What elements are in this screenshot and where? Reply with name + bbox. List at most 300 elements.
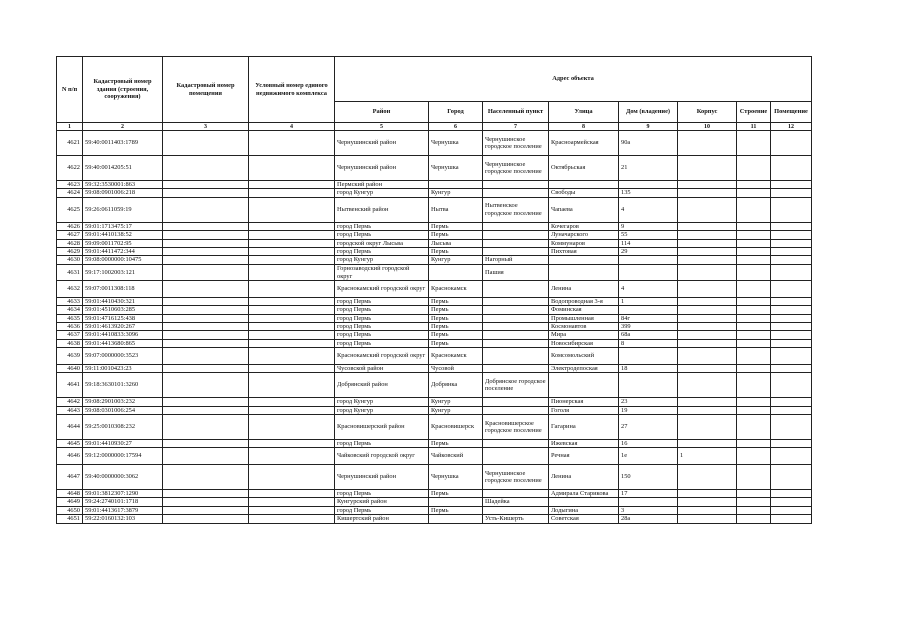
room-cell — [771, 464, 812, 489]
cadastral-number: 59:40:0000000:3062 — [83, 464, 163, 489]
city-cell: Пермь — [429, 231, 483, 239]
column-numbers-row — [57, 123, 812, 131]
house-cell: 68а — [619, 331, 678, 339]
table-row — [57, 406, 812, 414]
cad-room-cell — [163, 364, 249, 372]
korpus-cell — [678, 181, 737, 189]
cond-num-cell — [249, 314, 335, 322]
header-num: N п/п — [57, 57, 83, 123]
house-cell: 21 — [619, 156, 678, 181]
house-cell — [619, 256, 678, 264]
house-cell — [619, 498, 678, 506]
district-cell: город Пермь — [335, 440, 429, 448]
city-cell: Краснокамск — [429, 281, 483, 298]
table-row — [57, 181, 812, 189]
table-row — [57, 248, 812, 256]
table-row — [57, 264, 812, 281]
column-number-cell: 12 — [771, 123, 812, 131]
city-cell: Чайковский — [429, 448, 483, 465]
cadastral-number: 59:07:0011308:118 — [83, 281, 163, 298]
building-cell — [737, 264, 771, 281]
cadastral-number: 59:01:4411472:344 — [83, 248, 163, 256]
settlement-cell: Усть-Кишерть — [483, 515, 549, 523]
district-cell: город Пермь — [335, 248, 429, 256]
column-number-cell: 10 — [678, 123, 737, 131]
district-cell: Чусовской район — [335, 364, 429, 372]
settlement-cell: Нагорный — [483, 256, 549, 264]
room-cell — [771, 131, 812, 156]
house-cell: 135 — [619, 189, 678, 197]
settlement-cell — [483, 297, 549, 305]
korpus-cell — [678, 131, 737, 156]
table-row — [57, 323, 812, 331]
house-cell: 114 — [619, 239, 678, 247]
korpus-cell — [678, 498, 737, 506]
street-cell: Электродепоская — [549, 364, 619, 372]
korpus-cell — [678, 398, 737, 406]
cad-room-cell — [163, 189, 249, 197]
settlement-cell — [483, 323, 549, 331]
house-cell: 4 — [619, 281, 678, 298]
table-row — [57, 339, 812, 347]
row-number: 4630 — [57, 256, 83, 264]
building-cell — [737, 156, 771, 181]
cadastral-number: 59:08:0000000:10475 — [83, 256, 163, 264]
row-number: 4648 — [57, 489, 83, 497]
settlement-cell: Чернушинское городское поселение — [483, 464, 549, 489]
street-cell: Комсомольский — [549, 348, 619, 365]
row-number: 4635 — [57, 314, 83, 322]
house-cell: 3 — [619, 506, 678, 514]
street-cell: Адмирала Старикова — [549, 489, 619, 497]
building-cell — [737, 181, 771, 189]
settlement-cell — [483, 440, 549, 448]
district-cell: город Пермь — [335, 489, 429, 497]
settlement-cell — [483, 489, 549, 497]
settlement-cell — [483, 339, 549, 347]
building-cell — [737, 339, 771, 347]
city-cell: Кунгур — [429, 398, 483, 406]
cond-num-cell — [249, 323, 335, 331]
city-cell: Пермь — [429, 297, 483, 305]
table-row — [57, 156, 812, 181]
room-cell — [771, 440, 812, 448]
city-cell: Пермь — [429, 248, 483, 256]
building-cell — [737, 239, 771, 247]
cad-room-cell — [163, 415, 249, 440]
header-street: Улица — [549, 102, 619, 123]
cond-num-cell — [249, 373, 335, 398]
settlement-cell — [483, 239, 549, 247]
building-cell — [737, 373, 771, 398]
room-cell — [771, 515, 812, 523]
settlement-cell — [483, 306, 549, 314]
cad-room-cell — [163, 306, 249, 314]
district-cell: Кишертский район — [335, 515, 429, 523]
row-number: 4651 — [57, 515, 83, 523]
building-cell — [737, 364, 771, 372]
table-row — [57, 131, 812, 156]
cond-num-cell — [249, 131, 335, 156]
street-cell: Новосибирская — [549, 339, 619, 347]
street-cell: Свободы — [549, 189, 619, 197]
korpus-cell — [678, 373, 737, 398]
cad-room-cell — [163, 197, 249, 222]
cadastral-number: 59:01:4613920:267 — [83, 323, 163, 331]
district-cell: Чернушинский район — [335, 156, 429, 181]
room-cell — [771, 498, 812, 506]
building-cell — [737, 331, 771, 339]
house-cell: 9 — [619, 222, 678, 230]
city-cell: Добрянка — [429, 373, 483, 398]
cadastral-number: 59:18:3630101:3260 — [83, 373, 163, 398]
house-cell: 17 — [619, 489, 678, 497]
row-number: 4640 — [57, 364, 83, 372]
registry-sheet — [56, 56, 811, 524]
column-number-cell: 6 — [429, 123, 483, 131]
settlement-cell: Чернушинское городское поселение — [483, 131, 549, 156]
building-cell — [737, 489, 771, 497]
row-number: 4643 — [57, 406, 83, 414]
cond-num-cell — [249, 506, 335, 514]
cond-num-cell — [249, 197, 335, 222]
house-cell: 84г — [619, 314, 678, 322]
building-cell — [737, 415, 771, 440]
header-house: Дом (владение) — [619, 102, 678, 123]
cad-room-cell — [163, 264, 249, 281]
building-cell — [737, 222, 771, 230]
house-cell: 1е — [619, 448, 678, 465]
row-number: 4634 — [57, 306, 83, 314]
korpus-cell — [678, 197, 737, 222]
korpus-cell — [678, 464, 737, 489]
city-cell — [429, 181, 483, 189]
cadastral-number: 59:40:0011403:1789 — [83, 131, 163, 156]
table-row — [57, 489, 812, 497]
korpus-cell — [678, 440, 737, 448]
settlement-cell — [483, 231, 549, 239]
cad-room-cell — [163, 314, 249, 322]
building-cell — [737, 297, 771, 305]
city-cell: Пермь — [429, 323, 483, 331]
settlement-cell: Пашия — [483, 264, 549, 281]
korpus-cell — [678, 406, 737, 414]
city-cell — [429, 515, 483, 523]
table-row — [57, 297, 812, 305]
street-cell: Луначарского — [549, 231, 619, 239]
cad-room-cell — [163, 256, 249, 264]
house-cell — [619, 264, 678, 281]
street-cell: Коммунаров — [549, 239, 619, 247]
district-cell: город Пермь — [335, 297, 429, 305]
city-cell: Пермь — [429, 506, 483, 514]
district-cell: Добрянский район — [335, 373, 429, 398]
building-cell — [737, 231, 771, 239]
room-cell — [771, 398, 812, 406]
table-row — [57, 306, 812, 314]
cond-num-cell — [249, 398, 335, 406]
room-cell — [771, 339, 812, 347]
city-cell — [429, 264, 483, 281]
cond-num-cell — [249, 256, 335, 264]
table-row — [57, 506, 812, 514]
settlement-cell — [483, 181, 549, 189]
cond-num-cell — [249, 464, 335, 489]
cad-room-cell — [163, 222, 249, 230]
cadastral-number: 59:01:3812307:1290 — [83, 489, 163, 497]
district-cell: Чайковский городской округ — [335, 448, 429, 465]
room-cell — [771, 156, 812, 181]
room-cell — [771, 373, 812, 398]
district-cell: город Пермь — [335, 231, 429, 239]
street-cell: Советская — [549, 515, 619, 523]
row-number: 4646 — [57, 448, 83, 465]
settlement-cell: Чернушинское городское поселение — [483, 156, 549, 181]
district-cell: город Кунгур — [335, 256, 429, 264]
building-cell — [737, 406, 771, 414]
row-number: 4629 — [57, 248, 83, 256]
cad-room-cell — [163, 181, 249, 189]
settlement-cell — [483, 448, 549, 465]
header-cad-building: Кадастровый номер здания (строения, сооружения) — [83, 57, 163, 123]
district-cell: город Пермь — [335, 331, 429, 339]
house-cell: 8 — [619, 339, 678, 347]
settlement-cell — [483, 398, 549, 406]
korpus-cell — [678, 248, 737, 256]
district-cell: город Пермь — [335, 323, 429, 331]
cad-room-cell — [163, 515, 249, 523]
cadastral-number: 59:40:0014205:51 — [83, 156, 163, 181]
building-cell — [737, 440, 771, 448]
house-cell: 29 — [619, 248, 678, 256]
city-cell — [429, 498, 483, 506]
room-cell — [771, 297, 812, 305]
cond-num-cell — [249, 348, 335, 365]
city-cell: Пермь — [429, 306, 483, 314]
table-row — [57, 415, 812, 440]
house-cell — [619, 373, 678, 398]
district-cell: город Пермь — [335, 506, 429, 514]
row-number: 4637 — [57, 331, 83, 339]
korpus-cell — [678, 297, 737, 305]
cad-room-cell — [163, 440, 249, 448]
row-number: 4628 — [57, 239, 83, 247]
house-cell: 16 — [619, 440, 678, 448]
header-cond-num: Условный номер единого недвижимого комплекса — [249, 57, 335, 123]
table-row — [57, 197, 812, 222]
table-row — [57, 222, 812, 230]
settlement-cell — [483, 314, 549, 322]
cond-num-cell — [249, 415, 335, 440]
korpus-cell — [678, 323, 737, 331]
building-cell — [737, 448, 771, 465]
cadastral-number: 59:01:4410833:3096 — [83, 331, 163, 339]
korpus-cell — [678, 189, 737, 197]
building-cell — [737, 323, 771, 331]
street-cell: Мира — [549, 331, 619, 339]
row-number: 4641 — [57, 373, 83, 398]
street-cell: Красноармейская — [549, 131, 619, 156]
cad-room-cell — [163, 489, 249, 497]
district-cell: город Кунгур — [335, 406, 429, 414]
room-cell — [771, 331, 812, 339]
city-cell: Лысьва — [429, 239, 483, 247]
table-row — [57, 314, 812, 322]
street-cell: Водопроводная 3-я — [549, 297, 619, 305]
cad-room-cell — [163, 506, 249, 514]
korpus-cell — [678, 489, 737, 497]
table-row — [57, 239, 812, 247]
street-cell: Космонавтов — [549, 323, 619, 331]
city-cell: Пермь — [429, 489, 483, 497]
settlement-cell — [483, 406, 549, 414]
cad-room-cell — [163, 448, 249, 465]
settlement-cell: Нытвенское городское поселение — [483, 197, 549, 222]
cadastral-number: 59:25:0010308:232 — [83, 415, 163, 440]
row-number: 4642 — [57, 398, 83, 406]
korpus-cell — [678, 281, 737, 298]
column-number-cell: 8 — [549, 123, 619, 131]
building-cell — [737, 248, 771, 256]
row-number: 4621 — [57, 131, 83, 156]
cadastral-number: 59:01:1713475:17 — [83, 222, 163, 230]
settlement-cell: Красновишерское городское поселение — [483, 415, 549, 440]
room-cell — [771, 181, 812, 189]
cad-room-cell — [163, 297, 249, 305]
row-number: 4633 — [57, 297, 83, 305]
cadastral-number: 59:08:0301006:254 — [83, 406, 163, 414]
house-cell — [619, 348, 678, 365]
building-cell — [737, 314, 771, 322]
room-cell — [771, 314, 812, 322]
column-number-cell: 11 — [737, 123, 771, 131]
header-room: Помещение — [771, 102, 812, 123]
cond-num-cell — [249, 189, 335, 197]
cadastral-number: 59:08:2901003:232 — [83, 398, 163, 406]
city-cell: Кунгур — [429, 189, 483, 197]
district-cell: Нытвенский район — [335, 197, 429, 222]
korpus-cell — [678, 339, 737, 347]
table-row — [57, 281, 812, 298]
row-number: 4639 — [57, 348, 83, 365]
settlement-cell — [483, 222, 549, 230]
street-cell: Гоголя — [549, 406, 619, 414]
cond-num-cell — [249, 331, 335, 339]
building-cell — [737, 256, 771, 264]
city-cell: Красновишерск — [429, 415, 483, 440]
street-cell — [549, 373, 619, 398]
street-cell: Пионерская — [549, 398, 619, 406]
cadastral-number: 59:01:4510603:285 — [83, 306, 163, 314]
cadastral-number: 59:12:0000000:17594 — [83, 448, 163, 465]
cond-num-cell — [249, 498, 335, 506]
house-cell: 23 — [619, 398, 678, 406]
cad-room-cell — [163, 464, 249, 489]
cadastral-number: 59:08:0901006:218 — [83, 189, 163, 197]
settlement-cell — [483, 348, 549, 365]
room-cell — [771, 281, 812, 298]
house-cell: 28а — [619, 515, 678, 523]
cond-num-cell — [249, 364, 335, 372]
table-row — [57, 448, 812, 465]
district-cell: город Пермь — [335, 222, 429, 230]
table-row — [57, 440, 812, 448]
district-cell: Чернушинский район — [335, 464, 429, 489]
header-building: Строение — [737, 102, 771, 123]
cad-room-cell — [163, 331, 249, 339]
street-cell: Речная — [549, 448, 619, 465]
table-row — [57, 189, 812, 197]
city-cell: Нытва — [429, 197, 483, 222]
row-number: 4645 — [57, 440, 83, 448]
korpus-cell — [678, 239, 737, 247]
korpus-cell — [678, 331, 737, 339]
street-cell — [549, 498, 619, 506]
cad-room-cell — [163, 281, 249, 298]
house-cell: 1 — [619, 297, 678, 305]
cond-num-cell — [249, 239, 335, 247]
room-cell — [771, 406, 812, 414]
cad-room-cell — [163, 373, 249, 398]
house-cell: 19 — [619, 406, 678, 414]
column-number-cell: 5 — [335, 123, 429, 131]
building-cell — [737, 348, 771, 365]
street-cell: Ленина — [549, 281, 619, 298]
cad-room-cell — [163, 323, 249, 331]
city-cell: Чернушка — [429, 131, 483, 156]
registry-table — [56, 56, 812, 524]
row-number: 4650 — [57, 506, 83, 514]
room-cell — [771, 248, 812, 256]
cad-room-cell — [163, 348, 249, 365]
settlement-cell — [483, 281, 549, 298]
cond-num-cell — [249, 297, 335, 305]
korpus-cell — [678, 348, 737, 365]
column-number-cell: 9 — [619, 123, 678, 131]
header-korpus: Корпус — [678, 102, 737, 123]
table-row — [57, 364, 812, 372]
row-number: 4638 — [57, 339, 83, 347]
cond-num-cell — [249, 339, 335, 347]
room-cell — [771, 256, 812, 264]
room-cell — [771, 415, 812, 440]
cond-num-cell — [249, 248, 335, 256]
room-cell — [771, 189, 812, 197]
room-cell — [771, 364, 812, 372]
street-cell: Октябрьская — [549, 156, 619, 181]
settlement-cell: Шадейка — [483, 498, 549, 506]
building-cell — [737, 515, 771, 523]
table-body — [57, 131, 812, 524]
cadastral-number: 59:07:0000000:3523 — [83, 348, 163, 365]
city-cell: Краснокамск — [429, 348, 483, 365]
street-cell: Пихтовая — [549, 248, 619, 256]
building-cell — [737, 197, 771, 222]
column-number-cell: 2 — [83, 123, 163, 131]
building-cell — [737, 281, 771, 298]
city-cell: Кунгур — [429, 256, 483, 264]
table-row — [57, 231, 812, 239]
city-cell: Пермь — [429, 440, 483, 448]
district-cell: город Пермь — [335, 306, 429, 314]
korpus-cell — [678, 231, 737, 239]
city-cell: Пермь — [429, 339, 483, 347]
korpus-cell — [678, 256, 737, 264]
column-number-cell: 1 — [57, 123, 83, 131]
room-cell — [771, 323, 812, 331]
settlement-cell — [483, 364, 549, 372]
cad-room-cell — [163, 231, 249, 239]
